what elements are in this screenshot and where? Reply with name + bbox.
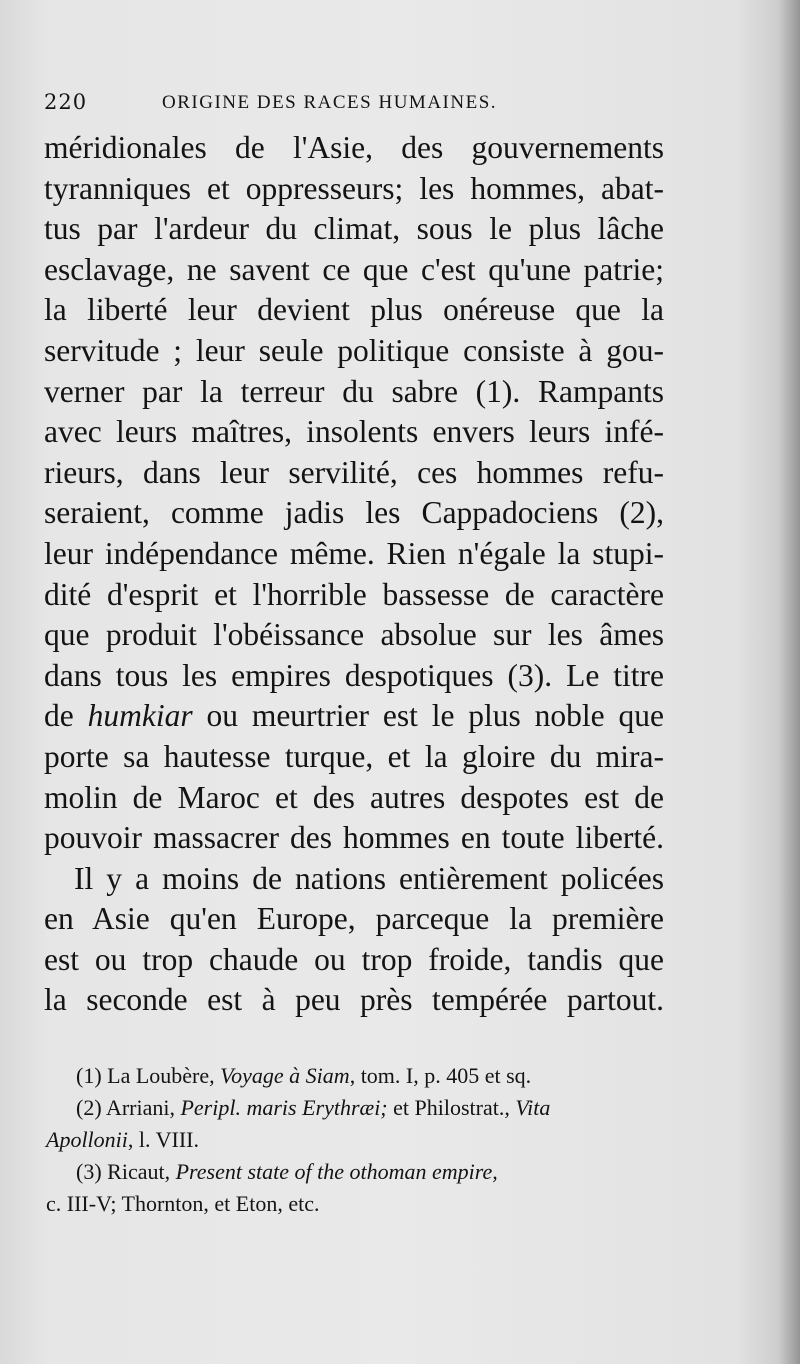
footnote-text: (2) Arriani, <box>76 1095 181 1120</box>
footnote-italic: Present state of the othoman empire, <box>175 1159 498 1184</box>
footnote-3 <box>46 1156 666 1188</box>
body-line: servitude ; leur seule politique consiste à gou- <box>44 332 664 368</box>
body-line: avec leurs maîtres, insolents envers leurs infé- <box>44 414 664 450</box>
body-line: seraient, comme jadis les Cappadociens (2), <box>44 495 664 531</box>
footnote-text: (1) La Loubère, <box>76 1063 221 1088</box>
body-line: dité d'esprit et l'horrible bassesse de caractère <box>44 576 664 612</box>
body-line: esclavage, ne savent ce que c'est qu'une patrie; <box>44 251 664 287</box>
body-line: molin de Maroc et des autres despotes est de <box>44 779 664 815</box>
body-line: la seconde est à peu près tempérée partout. <box>44 982 664 1018</box>
body-line: pouvoir massacrer des hommes en toute liberté. <box>44 820 664 856</box>
footnote-1 <box>46 1060 666 1092</box>
footnote-italic: Peripl. maris Erythræi; <box>180 1095 388 1120</box>
body-line: méridionales de l'Asie, des gouvernements <box>44 130 664 165</box>
body-line: que produit l'obéissance absolue sur les âmes <box>44 617 664 653</box>
footnotes <box>46 1060 666 1220</box>
body-line: la liberté leur devient plus onéreuse que la <box>44 292 664 328</box>
body-line: dans tous les empires despotiques (3). Le titre <box>44 657 664 693</box>
body-line: porte sa hautesse turque, et la gloire du mira- <box>44 738 664 774</box>
running-title: ORIGINE DES RACES HUMAINES. <box>162 92 498 113</box>
italic-term: humkiar <box>87 698 193 734</box>
footnote-text: (3) Ricaut, <box>76 1159 176 1184</box>
body-line: tyranniques et oppresseurs; les hommes, abat- <box>44 170 664 206</box>
footnote-italic: Apollonii <box>46 1127 128 1152</box>
body-line: tus par l'ardeur du climat, sous le plus lâche <box>44 211 664 247</box>
body-line: verner par la terreur du sabre (1). Rampants <box>44 373 664 409</box>
body-text <box>44 128 664 1021</box>
page-number: 220 <box>44 90 88 114</box>
line-text: de <box>44 698 88 734</box>
footnote-text: , tom. I, p. 405 et sq. <box>349 1063 532 1088</box>
page-header <box>44 90 684 120</box>
footnote-2 <box>46 1092 666 1124</box>
page-edge-shadow <box>778 0 800 1364</box>
body-line: leur indépendance même. Rien n'égale la stupi- <box>44 535 664 571</box>
footnote-3-cont: c. III-V; Thornton, et Eton, etc. <box>46 1191 320 1216</box>
body-line-humkiar <box>44 696 664 737</box>
body-line-paragraph-start: Il y a moins de nations entièrement policées <box>74 860 664 896</box>
body-line: rieurs, dans leur servilité, ces hommes refu- <box>44 454 664 490</box>
footnote-2-cont <box>46 1124 666 1156</box>
footnote-text: , l. VIII. <box>127 1127 199 1152</box>
body-line: est ou trop chaude ou trop froide, tandis que <box>44 941 664 977</box>
footnote-text: et Philostrat., <box>387 1095 516 1120</box>
line-text: ou meurtrier est le plus noble que <box>192 698 664 734</box>
footnote-italic: Vita <box>515 1095 551 1120</box>
footnote-italic: Voyage à Siam <box>220 1063 350 1088</box>
body-line: en Asie qu'en Europe, parceque la première <box>44 901 664 937</box>
